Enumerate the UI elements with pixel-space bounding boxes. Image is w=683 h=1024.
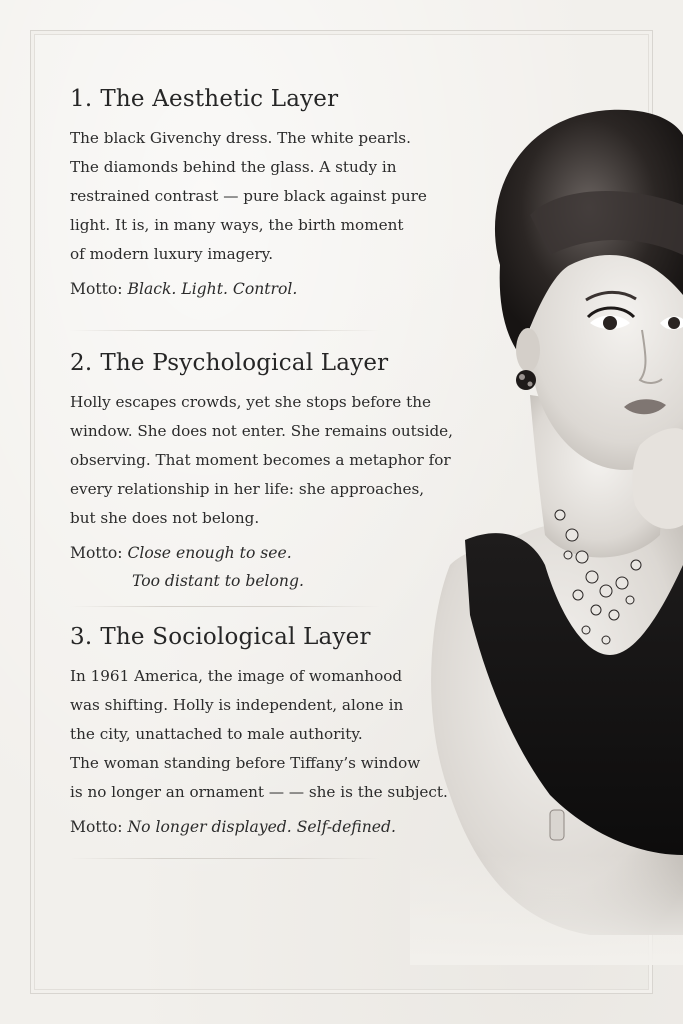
body-line: The woman standing before Tiffany’s window bbox=[70, 754, 421, 772]
body-line: In 1961 America, the image of womanhood bbox=[70, 667, 403, 685]
section-number: 2. bbox=[70, 350, 93, 376]
section-heading bbox=[70, 350, 453, 376]
body-line: window. She does not enter. She remains outside, bbox=[70, 422, 453, 440]
section-number: 1. bbox=[70, 86, 93, 112]
motto-text: Too distant to belong. bbox=[132, 572, 304, 590]
section-number: 3. bbox=[70, 624, 93, 650]
body-line: observing. That moment becomes a metaphor for bbox=[70, 451, 451, 469]
body-line: of modern luxury imagery. bbox=[70, 245, 274, 263]
section-heading bbox=[70, 624, 448, 650]
body-line: but she does not belong. bbox=[70, 509, 260, 527]
motto-text: No longer displayed. Self-defined. bbox=[127, 818, 396, 836]
motto-text: Close enough to see. bbox=[127, 544, 292, 562]
section-body bbox=[70, 124, 427, 269]
section-aesthetic-layer bbox=[70, 86, 427, 303]
motto-label: Motto: bbox=[70, 544, 123, 562]
section-divider bbox=[70, 858, 380, 859]
body-line: light. It is, in many ways, the birth moment bbox=[70, 216, 404, 234]
section-sociological-layer bbox=[70, 624, 448, 841]
body-line: The diamonds behind the glass. A study in bbox=[70, 158, 397, 176]
body-line: the city, unattached to male authority. bbox=[70, 725, 363, 743]
section-body bbox=[70, 662, 448, 807]
section-divider bbox=[70, 606, 380, 607]
motto-label: Motto: bbox=[70, 280, 123, 298]
motto-text: Black. Light. Control. bbox=[127, 280, 298, 298]
section-heading bbox=[70, 86, 427, 112]
body-line: restrained contrast — pure black against pure bbox=[70, 187, 427, 205]
section-psychological-layer bbox=[70, 350, 453, 595]
motto bbox=[70, 813, 448, 841]
motto bbox=[70, 275, 427, 303]
body-line: is no longer an ornament — — she is the subject. bbox=[70, 783, 448, 801]
section-title: The Sociological Layer bbox=[100, 624, 371, 650]
motto-label: Motto: bbox=[70, 818, 123, 836]
section-body bbox=[70, 388, 453, 533]
body-line: Holly escapes crowds, yet she stops before the bbox=[70, 393, 431, 411]
body-line: every relationship in her life: she approaches, bbox=[70, 480, 425, 498]
motto bbox=[70, 539, 453, 595]
section-title: The Aesthetic Layer bbox=[100, 86, 339, 112]
body-line: was shifting. Holly is independent, alone in bbox=[70, 696, 404, 714]
section-title: The Psychological Layer bbox=[100, 350, 389, 376]
body-line: The black Givenchy dress. The white pearls. bbox=[70, 129, 411, 147]
section-divider bbox=[70, 330, 380, 331]
